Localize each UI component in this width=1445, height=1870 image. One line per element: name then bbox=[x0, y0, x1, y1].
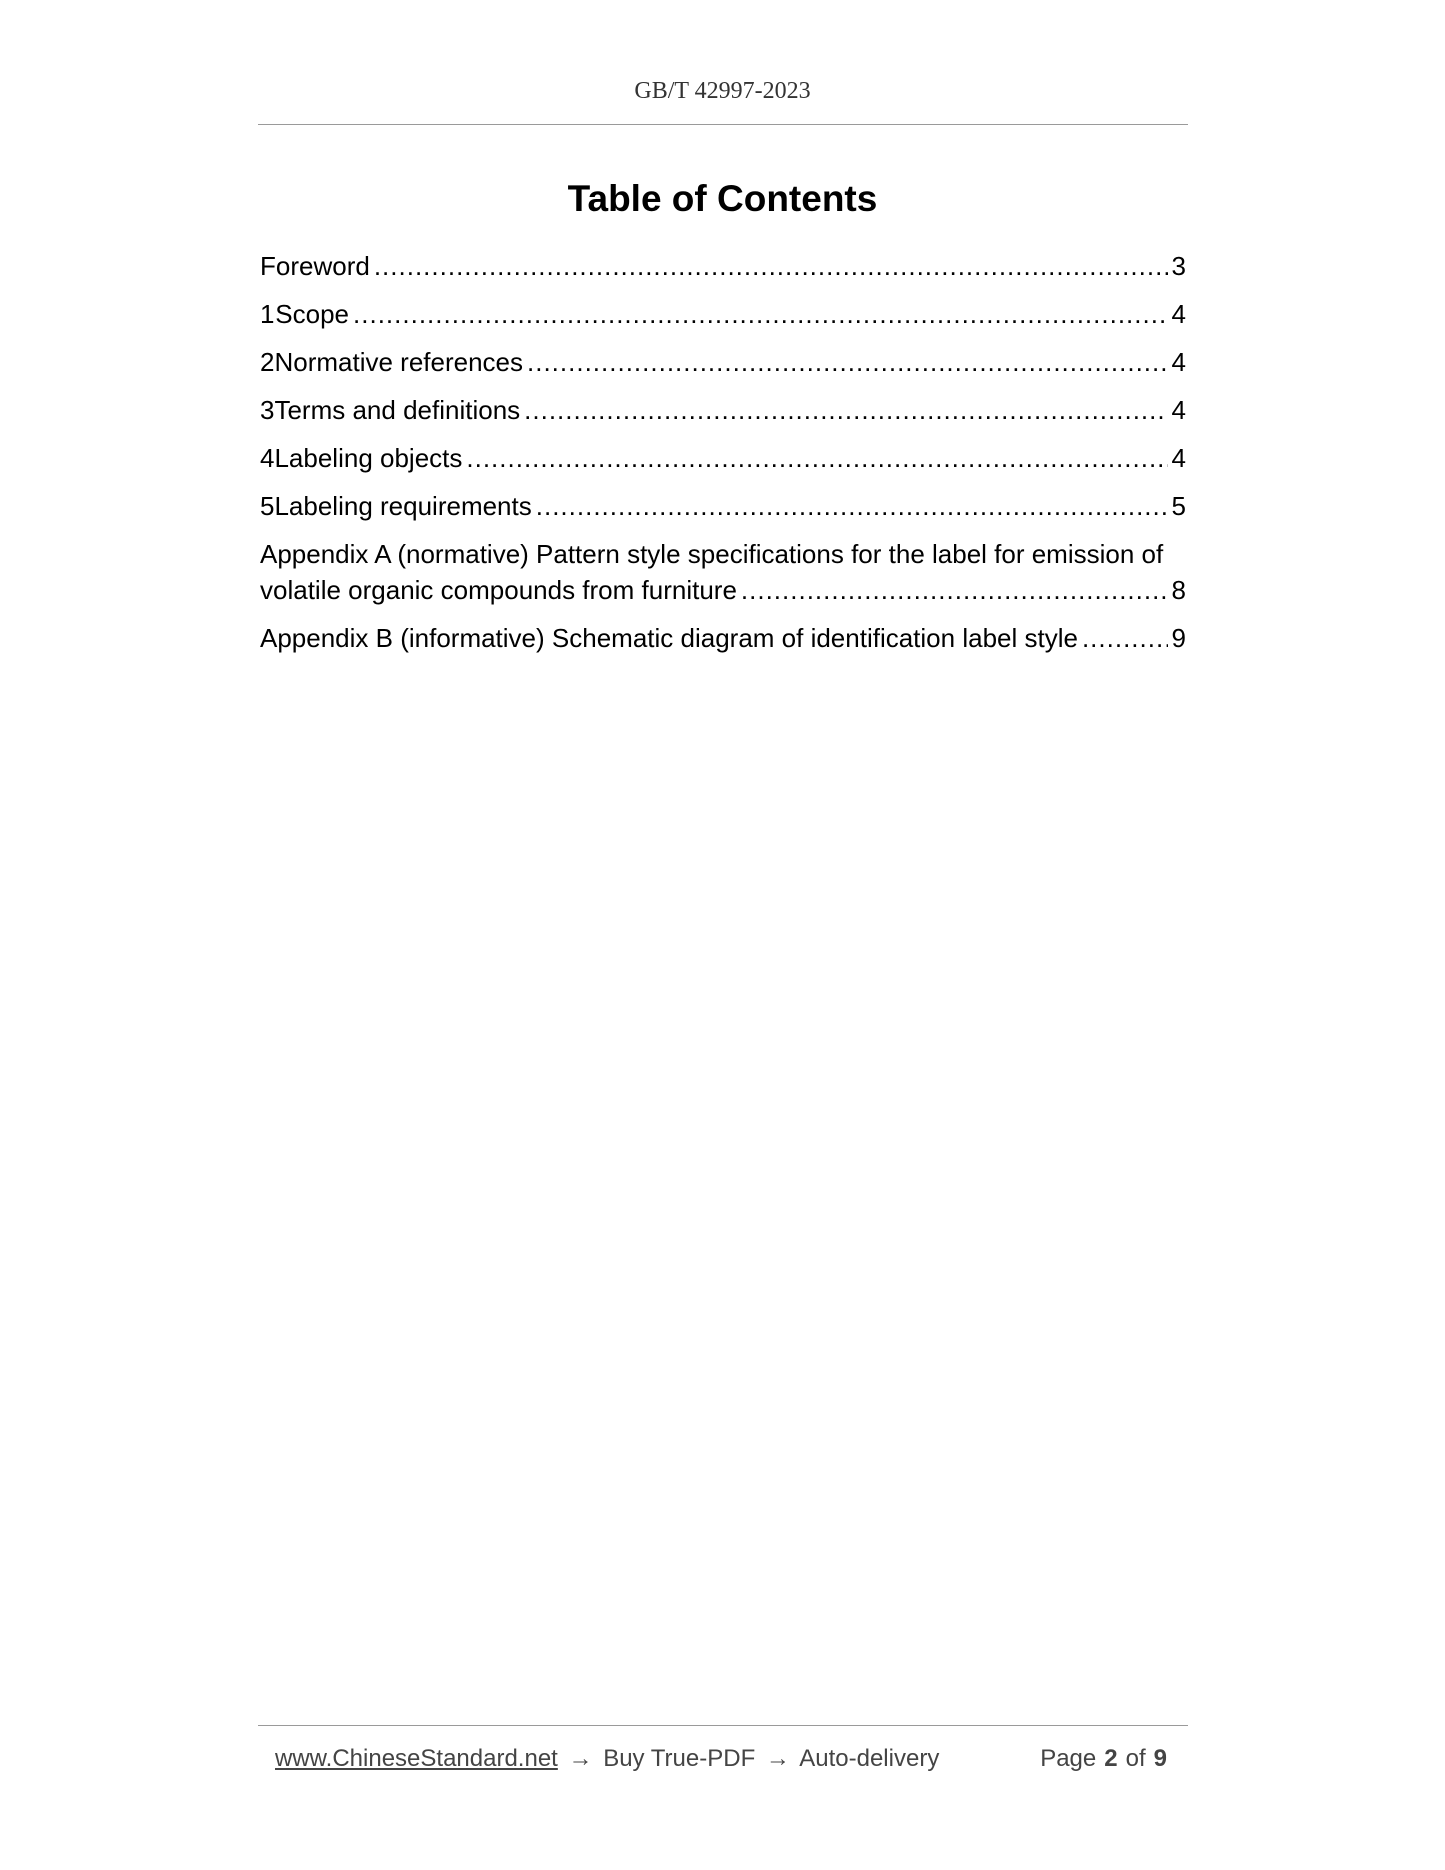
toc-dot-leader bbox=[374, 248, 1168, 284]
buy-true-pdf-text: Buy True-PDF bbox=[603, 1745, 756, 1772]
table-of-contents bbox=[260, 248, 1186, 668]
toc-dot-leader bbox=[466, 440, 1167, 476]
toc-entry-page: 4 bbox=[1171, 443, 1186, 473]
toc-entry-labeling-requirements[interactable] bbox=[260, 488, 1186, 524]
page-current: 2 bbox=[1104, 1745, 1118, 1772]
toc-entry-terms-definitions[interactable] bbox=[260, 392, 1186, 428]
toc-entry-label: Labeling requirements bbox=[274, 491, 532, 521]
page-footer bbox=[275, 1745, 1175, 1773]
toc-entry-label: Foreword bbox=[260, 251, 370, 281]
toc-entry-number: 4 bbox=[260, 443, 275, 473]
toc-entry-number: 2 bbox=[260, 347, 275, 377]
toc-entry-label: Labeling objects bbox=[274, 443, 463, 473]
toc-dot-leader bbox=[1082, 620, 1168, 656]
toc-entry-number: 3 bbox=[260, 395, 275, 425]
toc-entry-label: Scope bbox=[275, 299, 350, 329]
toc-title: Table of Contents bbox=[567, 178, 878, 219]
auto-delivery-text: Auto-delivery bbox=[799, 1745, 940, 1772]
arrow-right-icon: → bbox=[765, 1745, 790, 1772]
toc-entry-labeling-objects[interactable] bbox=[260, 440, 1186, 476]
toc-entry-appendix-a[interactable] bbox=[260, 536, 1186, 608]
page-total: 9 bbox=[1153, 1745, 1167, 1772]
page-of-label: of bbox=[1125, 1745, 1146, 1772]
toc-dot-leader bbox=[536, 488, 1168, 524]
toc-entry-second-line bbox=[260, 572, 1186, 608]
arrow-right-icon: → bbox=[568, 1745, 593, 1772]
toc-entry-page: 4 bbox=[1171, 395, 1186, 425]
toc-entry-label-line2: volatile organic compounds from furniture bbox=[260, 575, 737, 605]
toc-entry-label: Appendix B (informative) Schematic diagram of identification label style bbox=[260, 623, 1078, 653]
header-divider bbox=[258, 124, 1188, 125]
toc-entry-label: Normative references bbox=[274, 347, 524, 377]
toc-entry-page: 9 bbox=[1171, 623, 1186, 653]
toc-entry-page: 8 bbox=[1171, 575, 1186, 605]
toc-entry-number: 1 bbox=[260, 299, 275, 329]
toc-dot-leader bbox=[527, 344, 1168, 380]
toc-dot-leader bbox=[524, 392, 1167, 428]
toc-entry-label-line1: Appendix A (normative) Pattern style specifications for the label for emission of bbox=[260, 539, 1164, 569]
toc-entry-scope[interactable] bbox=[260, 296, 1186, 332]
page-label: Page bbox=[1040, 1745, 1097, 1772]
footer-divider bbox=[258, 1725, 1188, 1726]
toc-entry-page: 3 bbox=[1171, 251, 1186, 281]
toc-entry-label: Terms and definitions bbox=[274, 395, 521, 425]
toc-entry-page: 4 bbox=[1171, 347, 1186, 377]
page-number-indicator bbox=[1040, 1745, 1175, 1773]
toc-entry-page: 5 bbox=[1171, 491, 1186, 521]
toc-entry-appendix-b[interactable] bbox=[260, 620, 1186, 656]
toc-dot-leader bbox=[353, 296, 1168, 332]
toc-entry-page: 4 bbox=[1171, 299, 1186, 329]
toc-entry-normative-references[interactable] bbox=[260, 344, 1186, 380]
toc-entry-foreword[interactable] bbox=[260, 248, 1186, 284]
website-link[interactable]: www.ChineseStandard.net bbox=[275, 1745, 558, 1772]
toc-entry-number: 5 bbox=[260, 491, 275, 521]
document-code-header: GB/T 42997-2023 bbox=[634, 78, 811, 104]
toc-dot-leader bbox=[741, 572, 1168, 608]
